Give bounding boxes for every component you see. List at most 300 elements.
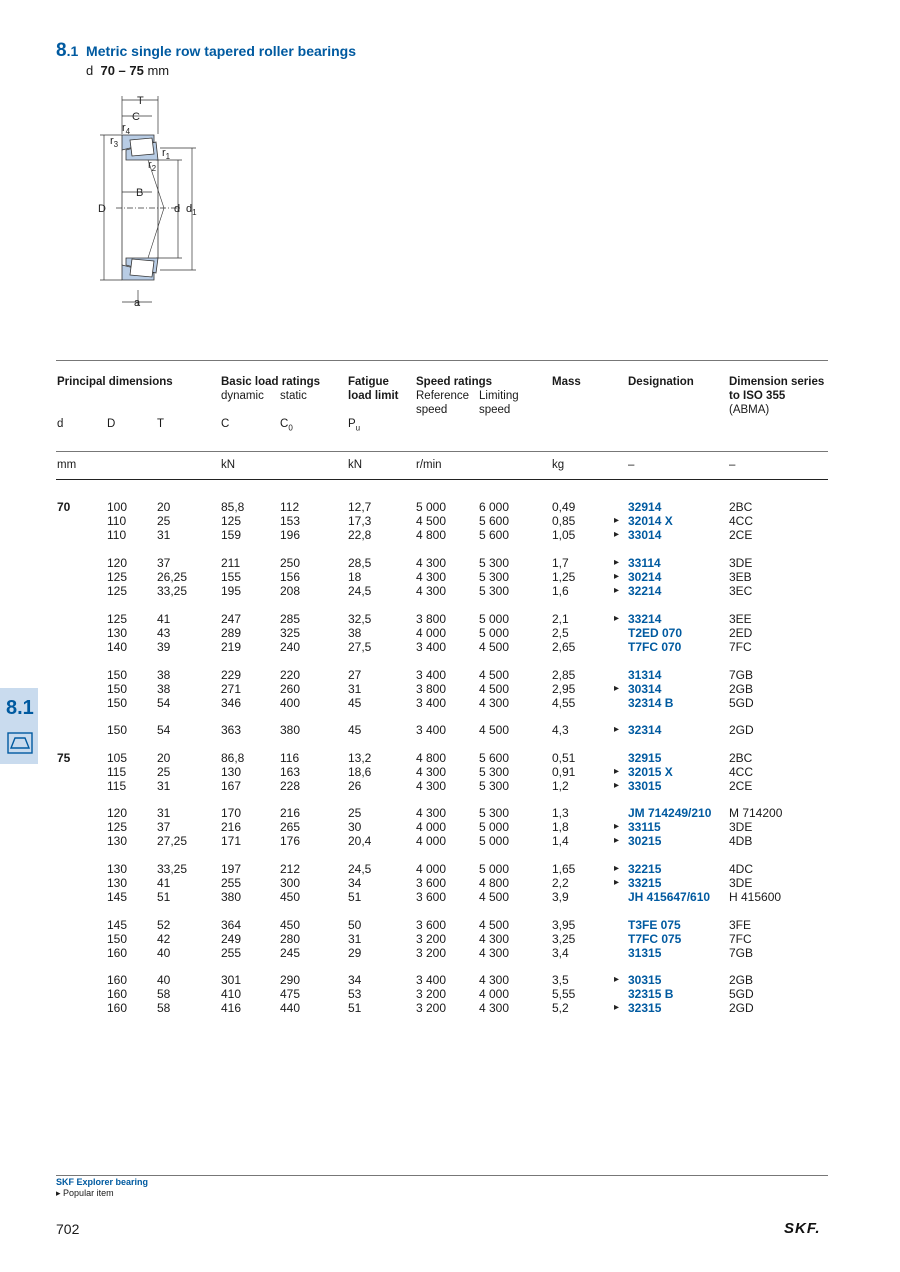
row-designation[interactable]: ▸ 30214 — [628, 570, 661, 584]
row-lim-speed: 4 800 — [479, 876, 510, 890]
row-T: 40 — [157, 973, 171, 987]
row-lim-speed: 5 000 — [479, 820, 510, 834]
label-r1 — [162, 147, 171, 161]
row-series: 2GD — [729, 723, 754, 737]
row-mass: 1,65 — [552, 862, 576, 876]
row-T: 20 — [157, 500, 171, 514]
row-ref-speed: 3 200 — [416, 1001, 447, 1015]
row-C: 195 — [221, 584, 242, 598]
row-T: 40 — [157, 946, 171, 960]
label-r1-sub: 1 — [165, 152, 171, 161]
row-series: 7GB — [729, 946, 754, 960]
row-T: 38 — [157, 668, 171, 682]
row-Pu: 28,5 — [348, 556, 372, 570]
row-lim-speed: 4 500 — [479, 668, 510, 682]
row-Pu: 24,5 — [348, 862, 372, 876]
row-designation[interactable]: 32915 — [628, 751, 662, 765]
row-D: 160 — [107, 946, 128, 960]
tapered-bearing-icon — [7, 732, 33, 754]
row-designation[interactable]: 32315 B — [628, 987, 674, 1001]
row-ref-speed: 4 000 — [416, 820, 447, 834]
row-T: 25 — [157, 765, 171, 779]
row-D: 120 — [107, 556, 128, 570]
row-D: 130 — [107, 862, 128, 876]
row-T: 20 — [157, 751, 171, 765]
row-ref-speed: 3 400 — [416, 723, 447, 737]
row-T: 43 — [157, 626, 171, 640]
row-lim-speed: 4 500 — [479, 918, 510, 932]
row-D: 130 — [107, 626, 128, 640]
row-Pu: 22,8 — [348, 528, 372, 542]
row-T: 41 — [157, 876, 171, 890]
row-C: 197 — [221, 862, 242, 876]
row-Pu: 38 — [348, 626, 362, 640]
popular-marker-icon: ▸ — [56, 1188, 61, 1198]
section-suffix: .1 — [66, 43, 79, 59]
sym-C: C — [221, 418, 230, 430]
row-designation[interactable]: JH 415647/610 — [628, 890, 711, 904]
row-lim-speed: 5 000 — [479, 612, 510, 626]
row-mass: 1,7 — [552, 556, 569, 570]
row-mass: 1,8 — [552, 820, 569, 834]
row-mass: 3,25 — [552, 932, 576, 946]
unit-series: – — [729, 459, 736, 471]
col-reference: Reference — [416, 390, 470, 402]
row-ref-speed: 4 800 — [416, 751, 447, 765]
row-T: 37 — [157, 820, 171, 834]
bore-unit: mm — [147, 63, 170, 78]
row-C: 363 — [221, 723, 242, 737]
row-designation[interactable]: ▸ 33214 — [628, 612, 661, 626]
row-Pu: 20,4 — [348, 834, 372, 848]
row-C: 170 — [221, 806, 242, 820]
row-C: 211 — [221, 556, 241, 570]
row-ref-speed: 4 800 — [416, 528, 447, 542]
label-d: d — [174, 203, 181, 215]
row-T: 38 — [157, 682, 171, 696]
row-C: 255 — [221, 946, 242, 960]
row-T: 27,25 — [157, 834, 188, 848]
label-r4-main: r — [122, 122, 126, 134]
label-r3-sub: 3 — [113, 140, 119, 149]
row-d: 75 — [57, 751, 71, 765]
row-T: 41 — [157, 612, 171, 626]
row-C: 380 — [221, 890, 242, 904]
row-C: 229 — [221, 668, 242, 682]
label-C: C — [132, 111, 140, 123]
row-mass: 0,51 — [552, 751, 576, 765]
row-D: 160 — [107, 1001, 128, 1015]
col-dim-series: Dimension series — [729, 376, 825, 388]
row-C: 247 — [221, 612, 242, 626]
row-series: 2GB — [729, 682, 754, 696]
row-Pu: 53 — [348, 987, 362, 1001]
row-Pu: 27 — [348, 668, 362, 682]
row-series: M 714200 — [729, 806, 783, 820]
unit-rmin: r/min — [416, 459, 442, 471]
row-ref-speed: 3 800 — [416, 612, 447, 626]
row-lim-speed: 5 300 — [479, 556, 510, 570]
row-designation[interactable]: 31314 — [628, 668, 662, 682]
row-Pu: 34 — [348, 876, 362, 890]
row-Pu: 45 — [348, 723, 362, 737]
table-header-rule — [56, 479, 828, 480]
col-static: static — [280, 390, 307, 402]
row-C: 86,8 — [221, 751, 245, 765]
page-number: 702 — [56, 1221, 80, 1237]
row-D: 160 — [107, 973, 128, 987]
label-r3-main: r — [110, 135, 114, 147]
row-mass: 4,55 — [552, 696, 576, 710]
row-C0: 208 — [280, 584, 301, 598]
label-r3 — [110, 135, 119, 149]
row-Pu: 26 — [348, 779, 362, 793]
section-title — [56, 40, 356, 62]
row-mass: 0,85 — [552, 514, 576, 528]
row-C: 255 — [221, 876, 242, 890]
row-mass: 2,65 — [552, 640, 576, 654]
row-D: 110 — [107, 528, 127, 542]
row-C: 364 — [221, 918, 242, 932]
row-lim-speed: 4 500 — [479, 682, 510, 696]
row-Pu: 12,7 — [348, 500, 372, 514]
row-lim-speed: 4 300 — [479, 696, 510, 710]
row-series: H 415600 — [729, 890, 782, 904]
row-D: 150 — [107, 723, 128, 737]
row-designation[interactable]: ▸ 30315 — [628, 973, 661, 987]
label-r2-sub: 2 — [151, 164, 157, 173]
col-principal: Principal dimensions — [57, 376, 173, 388]
row-ref-speed: 5 000 — [416, 500, 447, 514]
row-T: 26,25 — [157, 570, 188, 584]
row-T: 37 — [157, 556, 171, 570]
row-d: 70 — [57, 500, 71, 514]
label-d1 — [186, 203, 197, 217]
row-lim-speed: 5 600 — [479, 751, 510, 765]
row-C: 167 — [221, 779, 242, 793]
popular-note-text: Popular item — [63, 1188, 114, 1198]
row-series: 2GD — [729, 1001, 754, 1015]
row-C: 346 — [221, 696, 242, 710]
row-D: 125 — [107, 570, 128, 584]
row-C0: 245 — [280, 946, 301, 960]
row-D: 145 — [107, 918, 128, 932]
row-D: 110 — [107, 514, 127, 528]
row-ref-speed: 4 300 — [416, 570, 447, 584]
row-C0: 112 — [280, 500, 300, 514]
col-designation: Designation — [628, 376, 694, 388]
row-C: 289 — [221, 626, 242, 640]
row-mass: 3,9 — [552, 890, 569, 904]
row-series: 3FE — [729, 918, 752, 932]
sym-C0: $C_0$ — [280, 418, 293, 433]
row-T: 52 — [157, 918, 171, 932]
label-d1-main: d — [186, 203, 193, 215]
col-basic-load: Basic load ratings — [221, 376, 321, 388]
row-lim-speed: 5 000 — [479, 834, 510, 848]
row-series: 7FC — [729, 640, 752, 654]
row-series: 3DE — [729, 876, 753, 890]
row-Pu: 25 — [348, 806, 362, 820]
row-series: 5GD — [729, 696, 754, 710]
row-Pu: 29 — [348, 946, 362, 960]
bearing-diagram — [86, 90, 226, 320]
row-Pu: 27,5 — [348, 640, 372, 654]
label-D: D — [98, 203, 106, 215]
bore-range-value: 70 – 75 — [100, 63, 144, 78]
row-designation[interactable]: JM 714249/210 — [628, 806, 712, 820]
row-C: 171 — [221, 834, 242, 848]
skf-logo: SKF. — [784, 1220, 821, 1237]
label-r4-sub: 4 — [125, 127, 131, 136]
row-series: 2GB — [729, 973, 754, 987]
row-Pu: 32,5 — [348, 612, 372, 626]
row-D: 115 — [107, 779, 127, 793]
row-series: 4DC — [729, 862, 754, 876]
row-Pu: 34 — [348, 973, 362, 987]
row-T: 31 — [157, 806, 171, 820]
row-mass: 4,3 — [552, 723, 569, 737]
popular-note — [56, 1188, 114, 1199]
row-T: 31 — [157, 528, 171, 542]
row-designation[interactable]: T2ED 070 — [628, 626, 683, 640]
row-C0: 116 — [280, 751, 300, 765]
row-C0: 163 — [280, 765, 301, 779]
row-C: 216 — [221, 820, 242, 834]
row-Pu: 51 — [348, 1001, 362, 1015]
row-C: 155 — [221, 570, 242, 584]
unit-designation: – — [628, 459, 635, 471]
row-series: 5GD — [729, 987, 754, 1001]
row-designation[interactable]: 32314 B — [628, 696, 674, 710]
row-mass: 1,6 — [552, 584, 569, 598]
row-designation[interactable]: ▸ 32215 — [628, 862, 661, 876]
row-C0: 300 — [280, 876, 301, 890]
row-series: 3DE — [729, 556, 753, 570]
row-mass: 5,55 — [552, 987, 576, 1001]
row-series: 2BC — [729, 500, 753, 514]
row-mass: 3,5 — [552, 973, 569, 987]
unit-kN-fatigue: kN — [348, 459, 363, 471]
row-lim-speed: 5 300 — [479, 584, 510, 598]
unit-kg: kg — [552, 459, 565, 471]
row-lim-speed: 4 500 — [479, 723, 510, 737]
row-C: 85,8 — [221, 500, 245, 514]
row-lim-speed: 4 000 — [479, 987, 510, 1001]
row-ref-speed: 3 200 — [416, 932, 447, 946]
col-dynamic: dynamic — [221, 390, 264, 402]
row-Pu: 31 — [348, 932, 362, 946]
row-mass: 2,5 — [552, 626, 569, 640]
row-Pu: 51 — [348, 890, 362, 904]
row-designation[interactable]: 32914 — [628, 500, 662, 514]
row-lim-speed: 4 300 — [479, 946, 510, 960]
row-D: 160 — [107, 987, 128, 1001]
row-designation[interactable]: ▸ 33114 — [628, 556, 661, 570]
row-mass: 2,1 — [552, 612, 569, 626]
row-T: 39 — [157, 640, 171, 654]
row-ref-speed: 4 300 — [416, 806, 447, 820]
row-C: 125 — [221, 514, 242, 528]
bore-range — [86, 63, 169, 78]
row-C0: 290 — [280, 973, 301, 987]
row-D: 125 — [107, 612, 128, 626]
row-ref-speed: 3 400 — [416, 696, 447, 710]
row-D: 125 — [107, 584, 128, 598]
row-ref-speed: 3 400 — [416, 668, 447, 682]
section-number: 8 — [56, 40, 67, 61]
sym-D: D — [107, 418, 116, 430]
bore-prefix: d — [86, 63, 94, 78]
col-mass: Mass — [552, 376, 581, 388]
col-limiting-speed: speed — [479, 404, 511, 416]
row-series: 4DB — [729, 834, 753, 848]
row-lim-speed: 5 300 — [479, 806, 510, 820]
row-D: 150 — [107, 696, 128, 710]
row-T: 58 — [157, 1001, 171, 1015]
row-designation[interactable]: ▸ 33015 — [628, 779, 661, 793]
row-D: 130 — [107, 834, 128, 848]
row-series: 4CC — [729, 765, 754, 779]
row-series: 3DE — [729, 820, 753, 834]
col-load-limit: load limit — [348, 390, 399, 402]
col-reference-speed: speed — [416, 404, 448, 416]
row-ref-speed: 4 000 — [416, 862, 447, 876]
side-tab-label: 8.1 — [6, 697, 34, 719]
row-ref-speed: 3 600 — [416, 918, 447, 932]
row-C: 410 — [221, 987, 242, 1001]
row-D: 105 — [107, 751, 128, 765]
row-ref-speed: 3 400 — [416, 973, 447, 987]
row-C0: 285 — [280, 612, 301, 626]
section-title-text: Metric single row tapered roller bearings — [86, 43, 357, 59]
row-D: 145 — [107, 890, 128, 904]
label-r4 — [122, 122, 131, 136]
row-C0: 156 — [280, 570, 301, 584]
row-designation[interactable]: ▸ 32015 X — [628, 765, 673, 779]
row-designation[interactable]: ▸ 33215 — [628, 876, 661, 890]
row-mass: 1,4 — [552, 834, 569, 848]
row-designation[interactable]: ▸ 33014 — [628, 528, 661, 542]
row-C0: 380 — [280, 723, 301, 737]
row-mass: 2,2 — [552, 876, 569, 890]
row-mass: 1,2 — [552, 779, 569, 793]
row-ref-speed: 4 000 — [416, 626, 447, 640]
row-T: 25 — [157, 514, 171, 528]
row-mass: 3,4 — [552, 946, 569, 960]
row-mass: 1,25 — [552, 570, 576, 584]
row-designation[interactable]: T3FE 075 — [628, 918, 681, 932]
unit-kN-load: kN — [221, 459, 236, 471]
col-to-iso: to ISO 355 — [729, 390, 786, 402]
row-lim-speed: 5 600 — [479, 528, 510, 542]
row-Pu: 18 — [348, 570, 362, 584]
row-lim-speed: 5 300 — [479, 779, 510, 793]
row-C0: 325 — [280, 626, 301, 640]
row-designation[interactable]: ▸ 32014 X — [628, 514, 673, 528]
row-Pu: 50 — [348, 918, 362, 932]
label-T: T — [137, 95, 144, 107]
row-mass: 2,85 — [552, 668, 576, 682]
row-Pu: 17,3 — [348, 514, 372, 528]
row-designation[interactable]: 31315 — [628, 946, 662, 960]
row-C0: 440 — [280, 1001, 301, 1015]
row-C0: 475 — [280, 987, 301, 1001]
row-ref-speed: 3 400 — [416, 640, 447, 654]
row-mass: 0,91 — [552, 765, 576, 779]
row-designation[interactable]: ▸ 30314 — [628, 682, 661, 696]
label-r2 — [148, 159, 157, 173]
row-series: 7FC — [729, 932, 752, 946]
row-D: 120 — [107, 806, 128, 820]
row-designation[interactable]: ▸ 32315 — [628, 1001, 661, 1015]
row-designation[interactable]: ▸ 33115 — [628, 820, 661, 834]
row-designation[interactable]: ▸ 32314 — [628, 723, 661, 737]
row-mass: 5,2 — [552, 1001, 569, 1015]
row-series: 3EB — [729, 570, 752, 584]
row-C: 416 — [221, 1001, 242, 1015]
row-ref-speed: 4 300 — [416, 765, 447, 779]
row-D: 130 — [107, 876, 128, 890]
row-T: 33,25 — [157, 862, 188, 876]
row-C: 271 — [221, 682, 242, 696]
label-a: a — [134, 297, 141, 309]
sym-d: d — [57, 418, 64, 430]
row-ref-speed: 3 600 — [416, 890, 447, 904]
row-series: 2ED — [729, 626, 753, 640]
row-C0: 176 — [280, 834, 301, 848]
label-r1-main: r — [162, 147, 166, 159]
label-d1-sub: 1 — [192, 208, 197, 217]
footer-rule — [56, 1175, 828, 1176]
row-D: 150 — [107, 682, 128, 696]
row-C0: 212 — [280, 862, 301, 876]
row-mass: 3,95 — [552, 918, 576, 932]
row-T: 31 — [157, 779, 171, 793]
sym-Pu: $P_u$ — [348, 418, 361, 433]
row-C: 249 — [221, 932, 242, 946]
row-lim-speed: 5 000 — [479, 862, 510, 876]
row-lim-speed: 5 600 — [479, 514, 510, 528]
row-D: 150 — [107, 668, 128, 682]
row-Pu: 31 — [348, 682, 362, 696]
row-lim-speed: 4 300 — [479, 1001, 510, 1015]
row-D: 140 — [107, 640, 128, 654]
row-designation[interactable]: T7FC 075 — [628, 932, 682, 946]
row-designation[interactable]: T7FC 070 — [628, 640, 682, 654]
row-ref-speed: 4 000 — [416, 834, 447, 848]
row-C0: 228 — [280, 779, 301, 793]
row-mass: 2,95 — [552, 682, 576, 696]
row-mass: 1,05 — [552, 528, 576, 542]
row-designation[interactable]: ▸ 32214 — [628, 584, 661, 598]
row-series: 2CE — [729, 779, 753, 793]
row-series: 3EC — [729, 584, 753, 598]
row-series: 2CE — [729, 528, 753, 542]
row-D: 100 — [107, 500, 128, 514]
row-ref-speed: 4 300 — [416, 556, 447, 570]
row-Pu: 45 — [348, 696, 362, 710]
row-lim-speed: 4 500 — [479, 640, 510, 654]
row-ref-speed: 4 500 — [416, 514, 447, 528]
row-designation[interactable]: ▸ 30215 — [628, 834, 661, 848]
row-ref-speed: 3 600 — [416, 876, 447, 890]
row-T: 58 — [157, 987, 171, 1001]
row-D: 125 — [107, 820, 128, 834]
row-ref-speed: 4 300 — [416, 779, 447, 793]
row-lim-speed: 6 000 — [479, 500, 510, 514]
row-C0: 216 — [280, 806, 301, 820]
